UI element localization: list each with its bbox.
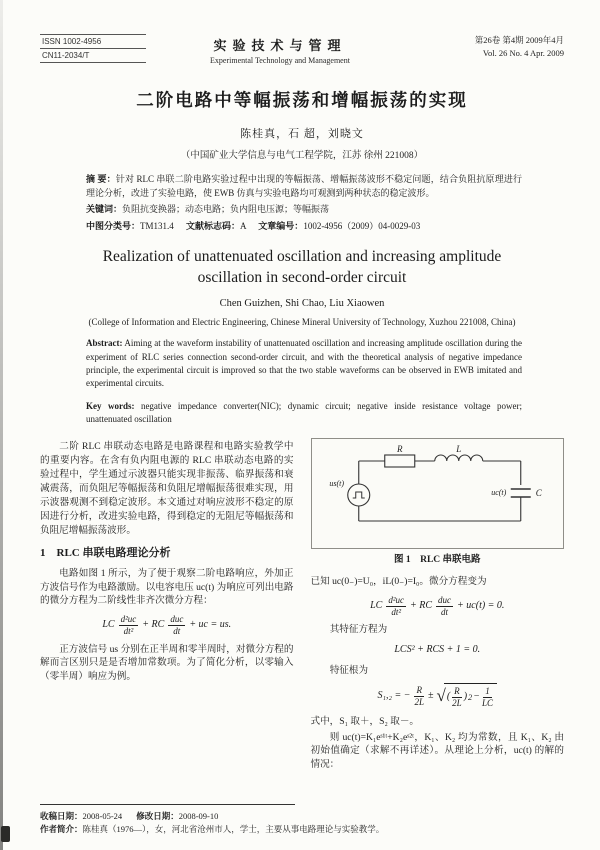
f4-den3: LC: [481, 698, 493, 709]
f4-root-body: [444, 683, 497, 708]
bio-text: 陈桂真（1976—），女，河北省沧州市人，学士，主要从事电路理论与实验教学。: [82, 823, 385, 834]
f1-term2: + RC: [142, 619, 165, 631]
clc-label: 中图分类号：: [86, 220, 141, 231]
section-1-heading: 1 RLC 串联电路理论分析: [40, 546, 171, 559]
issue-line-cn: 第26卷 第4期 2009年4月: [474, 35, 564, 45]
label-capacitor: C: [535, 488, 542, 499]
doc-code-label: 文献标志码：: [186, 220, 241, 231]
formula-ode-zero-input: [311, 595, 565, 617]
f4-fraction1: [414, 685, 424, 707]
capacitor-symbol: [510, 489, 530, 497]
section-1-paragraph: 电路如图 1 所示，为了便于观察二阶电路响应，外加正方波信号作为电路激励。以电容电压 uc(t) 为响应可列出电路的微分方程为二阶线性非齐次微分方程：: [40, 567, 294, 607]
f2-fraction1: [386, 595, 406, 617]
left-column: [40, 438, 294, 803]
article-title-cn: 二阶电路中等幅振荡和增幅振荡的实现: [136, 90, 468, 110]
f1-term3: + uc = us.: [189, 619, 232, 631]
formula-characteristic: [311, 643, 565, 658]
f4-plus-minus: ±: [427, 689, 434, 701]
abstract-en: [86, 337, 522, 390]
label-capacitor-voltage: uc(t): [490, 488, 506, 498]
f2-term1: LC: [370, 599, 383, 611]
formula-roots: [311, 683, 565, 708]
bio-label: 作者简介：: [40, 823, 83, 834]
f2-num1: d²uc: [388, 594, 405, 605]
scan-corner-artifact: [1, 826, 10, 842]
abstract-en-label: Abstract:: [86, 338, 123, 349]
inductor-symbol: [434, 455, 482, 461]
cn-number: CN11-2034/T: [42, 51, 90, 60]
clc-value: TM131.4: [140, 220, 174, 231]
classification-line: [86, 220, 522, 234]
f1-num2: duc: [170, 614, 184, 625]
f4-sqrt: [436, 683, 496, 708]
bio-line: [40, 823, 564, 836]
f4-fraction2: [452, 686, 462, 708]
f4-den1: 2L: [414, 696, 424, 707]
f4-num2: R: [454, 686, 460, 697]
abstract-en-text: Aiming at the waveform instability of unattenuated oscillation and increasing amplitude oscillation during the experiment of RLC series connection second-order circuit, and with the theoretical analysis of negative impedance principle, the experimental circuit is improved so that the two stable waveforms can be observed in EWB imitated and experimental circuits.: [86, 338, 522, 389]
f4-lparen: (: [446, 691, 451, 703]
f2-den1: dt²: [391, 606, 402, 617]
affiliation-cn: （中国矿业大学信息与电气工程学院，江苏 徐州 221008）: [180, 151, 424, 161]
scan-edge-artifact: [0, 0, 3, 850]
f2-term3: + uc(t) = 0.: [457, 599, 505, 611]
journal-name: [146, 34, 414, 65]
f4-num3: 1: [485, 686, 490, 697]
issn-number: ISSN 1002-4956: [40, 35, 146, 49]
resistor-symbol: [384, 455, 414, 467]
f1-den2: dt: [173, 625, 181, 636]
article-title-en: Realization of unattenuated oscillation and increasing amplitude oscillation in second-order circuit: [102, 248, 502, 286]
authors-cn: 陈桂真，石 超，刘晓文: [240, 128, 364, 140]
f3-text: LCS² + RCS + 1 = 0.: [394, 644, 481, 656]
abstract-cn: [86, 173, 522, 200]
f1-fraction2: [168, 614, 185, 636]
source-symbol: [347, 484, 369, 506]
rlc-circuit-diagram: [314, 443, 562, 539]
f4-square: 2: [468, 692, 473, 702]
label-inductor: L: [455, 444, 461, 455]
article-no-value: 1002-4956（2009）04-0029-03: [303, 220, 421, 231]
keywords-cn: [86, 203, 522, 217]
issn-box: [40, 34, 146, 63]
f4-fraction3: [482, 686, 493, 708]
f2-fraction2: [436, 595, 453, 617]
journal-name-en: Experimental Technology and Management: [210, 56, 350, 65]
keywords-en-text: negative impedance converter(NIC); dynamic circuit; negative inside resistance voltage power; unattenuated oscillation: [86, 400, 522, 424]
label-source-voltage: us(t): [328, 479, 344, 489]
footnote-area: [40, 804, 564, 836]
doc-code-value: A: [240, 220, 247, 231]
journal-header: [40, 34, 564, 65]
two-column-body: [40, 438, 564, 803]
initial-conditions-paragraph: 已知 uc(0₋)=U₀，iL(0₋)=I₀。微分方程变为: [310, 575, 487, 587]
intro-paragraph: 二阶 RLC 串联动态电路是电路课程和电路实验教学中的重要内容。在含有负内阻电源的 RLC 串联动态电路的实验过程中，学生通过示波器只能实现非振荡、临界振荡和衰减震荡，而负阻尼等幅振荡和负阻尼增幅振荡很难实现，用示波器观测不到稳定波形。本文通过对响应波形不稳定的原因进行分析，改进实验电路，得到稳定的无阻尼等幅振荡和负阻尼增幅振荡波形。: [40, 441, 294, 536]
label-resistor: R: [396, 444, 402, 455]
article-no-label: 文章编号：: [258, 220, 304, 231]
right-column: [311, 438, 565, 803]
f1-num1: d²uc: [120, 614, 137, 625]
figure-1-caption: 图 1 RLC 串联电路: [393, 555, 481, 566]
radical-sign: √: [436, 686, 446, 706]
f4-lhs: S₁,₂ = −: [377, 689, 411, 701]
dates-line: [40, 810, 564, 823]
footnote-text: [40, 810, 564, 836]
keywords-cn-text: 负阻抗变换器；动态电路；负内阻电压源；等幅振荡: [122, 204, 330, 214]
circuit-figure-frame: [311, 438, 565, 549]
roots-intro: 特征根为: [329, 664, 369, 676]
f1-den1: dt²: [123, 625, 134, 636]
abstract-cn-text: 针对 RLC 串联二阶电路实验过程中出现的等幅振荡、增幅振荡波形不稳定问题，结合负阻抗原理进行理论分析，改进了实验电路，使 EWB 仿真与实验电路均可观测到两种状态的稳定波形。: [86, 174, 522, 198]
keywords-en-label: Key words:: [86, 400, 135, 411]
keywords-cn-label: 关键词：: [86, 204, 123, 214]
f2-num2: duc: [438, 594, 452, 605]
received-date: 2008-05-24: [82, 810, 123, 821]
f2-term2: + RC: [410, 599, 433, 611]
characteristic-eq-intro: 其特征方程为: [329, 624, 388, 636]
general-solution-paragraph: 则 uc(t)=K₁eˢ¹ᵗ+K₂eˢ²ᵗ，K₁、K₂ 均为常数，且 K₁、K₂ 由初始值确定（求解不再详述）。从理论上分析，uc(t) 的解的情况：: [310, 731, 564, 771]
revised-label: 修改日期：: [136, 810, 179, 821]
affiliation-en: (College of Information and Electric Engineering, Chinese Mineral University of Technology, Xuzhou 221008, China): [88, 316, 516, 327]
f4-minus: −: [473, 691, 480, 703]
f4-den2: 2L: [452, 698, 462, 709]
f1-term1: LC: [102, 619, 115, 631]
issue-line-en: Vol. 26 No. 4 Apr. 2009: [482, 47, 564, 58]
roots-sign-note: 式中，S₁ 取＋，S₂ 取－。: [310, 715, 420, 727]
abstract-cn-label: 摘 要：: [86, 174, 116, 184]
journal-issue-info: [414, 34, 564, 60]
journal-name-cn: 实验技术与管理: [213, 38, 347, 53]
footnote-divider: [40, 804, 295, 805]
received-label: 收稿日期：: [40, 810, 83, 821]
figure-1: [311, 438, 565, 568]
formula-ode-forced: [40, 614, 294, 636]
f1-fraction1: [119, 614, 139, 636]
keywords-en: [86, 400, 522, 427]
f4-rparen: ): [463, 691, 468, 703]
square-wave-paragraph: 正方波信号 us 分别在正半周和零半周时，对微分方程的解而言区别只是是否增加常数项。为了简化分析，以零输入（零半周）响应为例。: [40, 643, 294, 683]
f2-den2: dt: [441, 606, 449, 617]
authors-en: Chen Guizhen, Shi Chao, Liu Xiaowen: [219, 297, 385, 309]
revised-date: 2008-09-10: [178, 810, 219, 821]
f4-num1: R: [416, 684, 422, 695]
